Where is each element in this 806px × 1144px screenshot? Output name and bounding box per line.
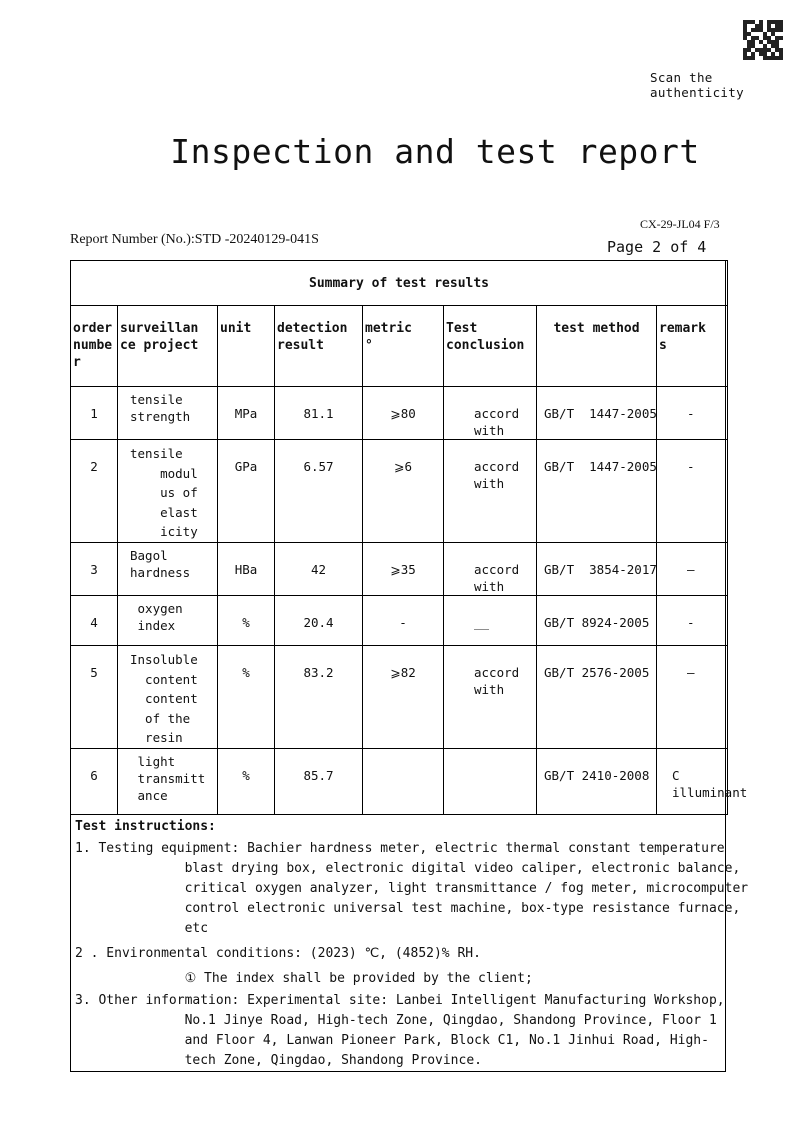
- cell-metric: ⩾82: [363, 646, 444, 749]
- cell-project: tensile modul us of elast icity: [118, 440, 218, 543]
- cell-remarks: —: [657, 646, 728, 749]
- cell-unit: %: [218, 646, 275, 749]
- col-metric-header: metric °: [363, 306, 444, 387]
- table-row: [71, 440, 728, 543]
- scan-authenticity-label: Scan the authenticity: [650, 70, 744, 100]
- cell-unit: %: [218, 596, 275, 646]
- instruction-line: blast drying box, electronic digital video caliper, electronic balance,: [75, 861, 741, 876]
- cell-unit: %: [218, 748, 275, 814]
- table-row: [71, 646, 728, 749]
- table-row: [71, 596, 728, 646]
- cell-project: tensile strength: [118, 387, 218, 440]
- report-title: Inspection and test report: [170, 132, 700, 171]
- table-header-row: [71, 306, 728, 387]
- cell-unit: HBa: [218, 543, 275, 596]
- results-table: [70, 260, 748, 815]
- summary-title: Summary of test results: [71, 261, 728, 306]
- cell-method: GB/T 1447-2005: [537, 440, 657, 543]
- cell-metric: ⩾35: [363, 543, 444, 596]
- cell-result: 81.1: [275, 387, 363, 440]
- cell-conclusion: accord with: [444, 543, 537, 596]
- table-body: [71, 387, 748, 815]
- instruction-line: 1. Testing equipment: Bachier hardness meter, electric thermal constant temperature: [75, 841, 725, 856]
- cell-remarks: —: [657, 543, 728, 596]
- col-remarks-header: remark s: [657, 306, 728, 387]
- cell-method: GB/T 2576-2005: [537, 646, 657, 749]
- col-order-header: order numbe r: [71, 306, 118, 387]
- page-indicator: Page 2 of 4: [607, 238, 707, 256]
- cell-order: 5: [71, 646, 118, 749]
- cell-conclusion: accord with: [444, 387, 537, 440]
- table-row: [71, 543, 728, 596]
- instruction-line: etc: [75, 921, 209, 936]
- cell-result: 6.57: [275, 440, 363, 543]
- report-frame: [70, 260, 749, 1072]
- cell-method: GB/T 2410-2008: [537, 748, 657, 814]
- form-code: CX-29-JL04 F/3: [640, 217, 720, 231]
- instructions-lines: [75, 839, 749, 1071]
- instructions-title: Test instructions:: [75, 819, 216, 834]
- cell-order: 2: [71, 440, 118, 543]
- instruction-line: and Floor 4, Lanwan Pioneer Park, Block C1, No.1 Jinhui Road, High-: [75, 1033, 709, 1048]
- cell-result: 85.7: [275, 748, 363, 814]
- cell-order: 3: [71, 543, 118, 596]
- cell-order: 1: [71, 387, 118, 440]
- cell-order: 4: [71, 596, 118, 646]
- instruction-line: tech Zone, Qingdao, Shandong Province.: [75, 1053, 482, 1068]
- col-result-header: detection result: [275, 306, 363, 387]
- cell-metric: ⩾6: [363, 440, 444, 543]
- report-number: Report Number (No.):STD -20240129-041S: [70, 232, 319, 247]
- cell-remarks: -: [657, 387, 728, 440]
- cell-remarks: -: [657, 596, 728, 646]
- col-unit-header: unit: [218, 306, 275, 387]
- col-conclusion-header: Test conclusion: [444, 306, 537, 387]
- cell-project: light transmitt ance: [118, 748, 218, 814]
- table-row: [71, 387, 728, 440]
- cell-conclusion: __: [444, 596, 537, 646]
- test-instructions: [75, 817, 749, 1071]
- cell-result: 20.4: [275, 596, 363, 646]
- col-method-header: test method: [537, 306, 657, 387]
- cell-conclusion: accord with: [444, 440, 537, 543]
- col-project-header: surveillan ce project: [118, 306, 218, 387]
- instruction-line: control electronic universal test machine, box-type resistance furnace,: [75, 901, 741, 916]
- instruction-line: 3. Other information: Experimental site: Lanbei Intelligent Manufacturing Workshop,: [75, 993, 725, 1008]
- qr-module: [779, 56, 783, 60]
- cell-method: GB/T 8924-2005: [537, 596, 657, 646]
- instruction-line: critical oxygen analyzer, light transmittance / fog meter, microcomputer: [75, 881, 749, 896]
- instruction-line: No.1 Jinye Road, High-tech Zone, Qingdao, Shandong Province, Floor 1: [75, 1013, 717, 1028]
- qr-code[interactable]: [743, 20, 783, 60]
- cell-method: GB/T 3854-2017: [537, 543, 657, 596]
- cell-conclusion: [444, 748, 537, 814]
- cell-project: Bagol hardness: [118, 543, 218, 596]
- cell-result: 83.2: [275, 646, 363, 749]
- cell-conclusion: accord with: [444, 646, 537, 749]
- cell-unit: GPa: [218, 440, 275, 543]
- instruction-line: 2 . Environmental conditions: (2023) ℃, (4852)% RH.: [75, 946, 481, 961]
- cell-remarks: -: [657, 440, 728, 543]
- cell-unit: MPa: [218, 387, 275, 440]
- cell-order: 6: [71, 748, 118, 814]
- table-row: [71, 748, 728, 814]
- cell-remarks: C illuminant: [657, 748, 728, 814]
- cell-metric: [363, 748, 444, 814]
- instruction-line: ① The index shall be provided by the client;: [75, 971, 533, 986]
- cell-project: Insoluble content content of the resin: [118, 646, 218, 749]
- cell-project: oxygen index: [118, 596, 218, 646]
- cell-result: 42: [275, 543, 363, 596]
- cell-metric: ⩾80: [363, 387, 444, 440]
- cell-metric: -: [363, 596, 444, 646]
- cell-method: GB/T 1447-2005: [537, 387, 657, 440]
